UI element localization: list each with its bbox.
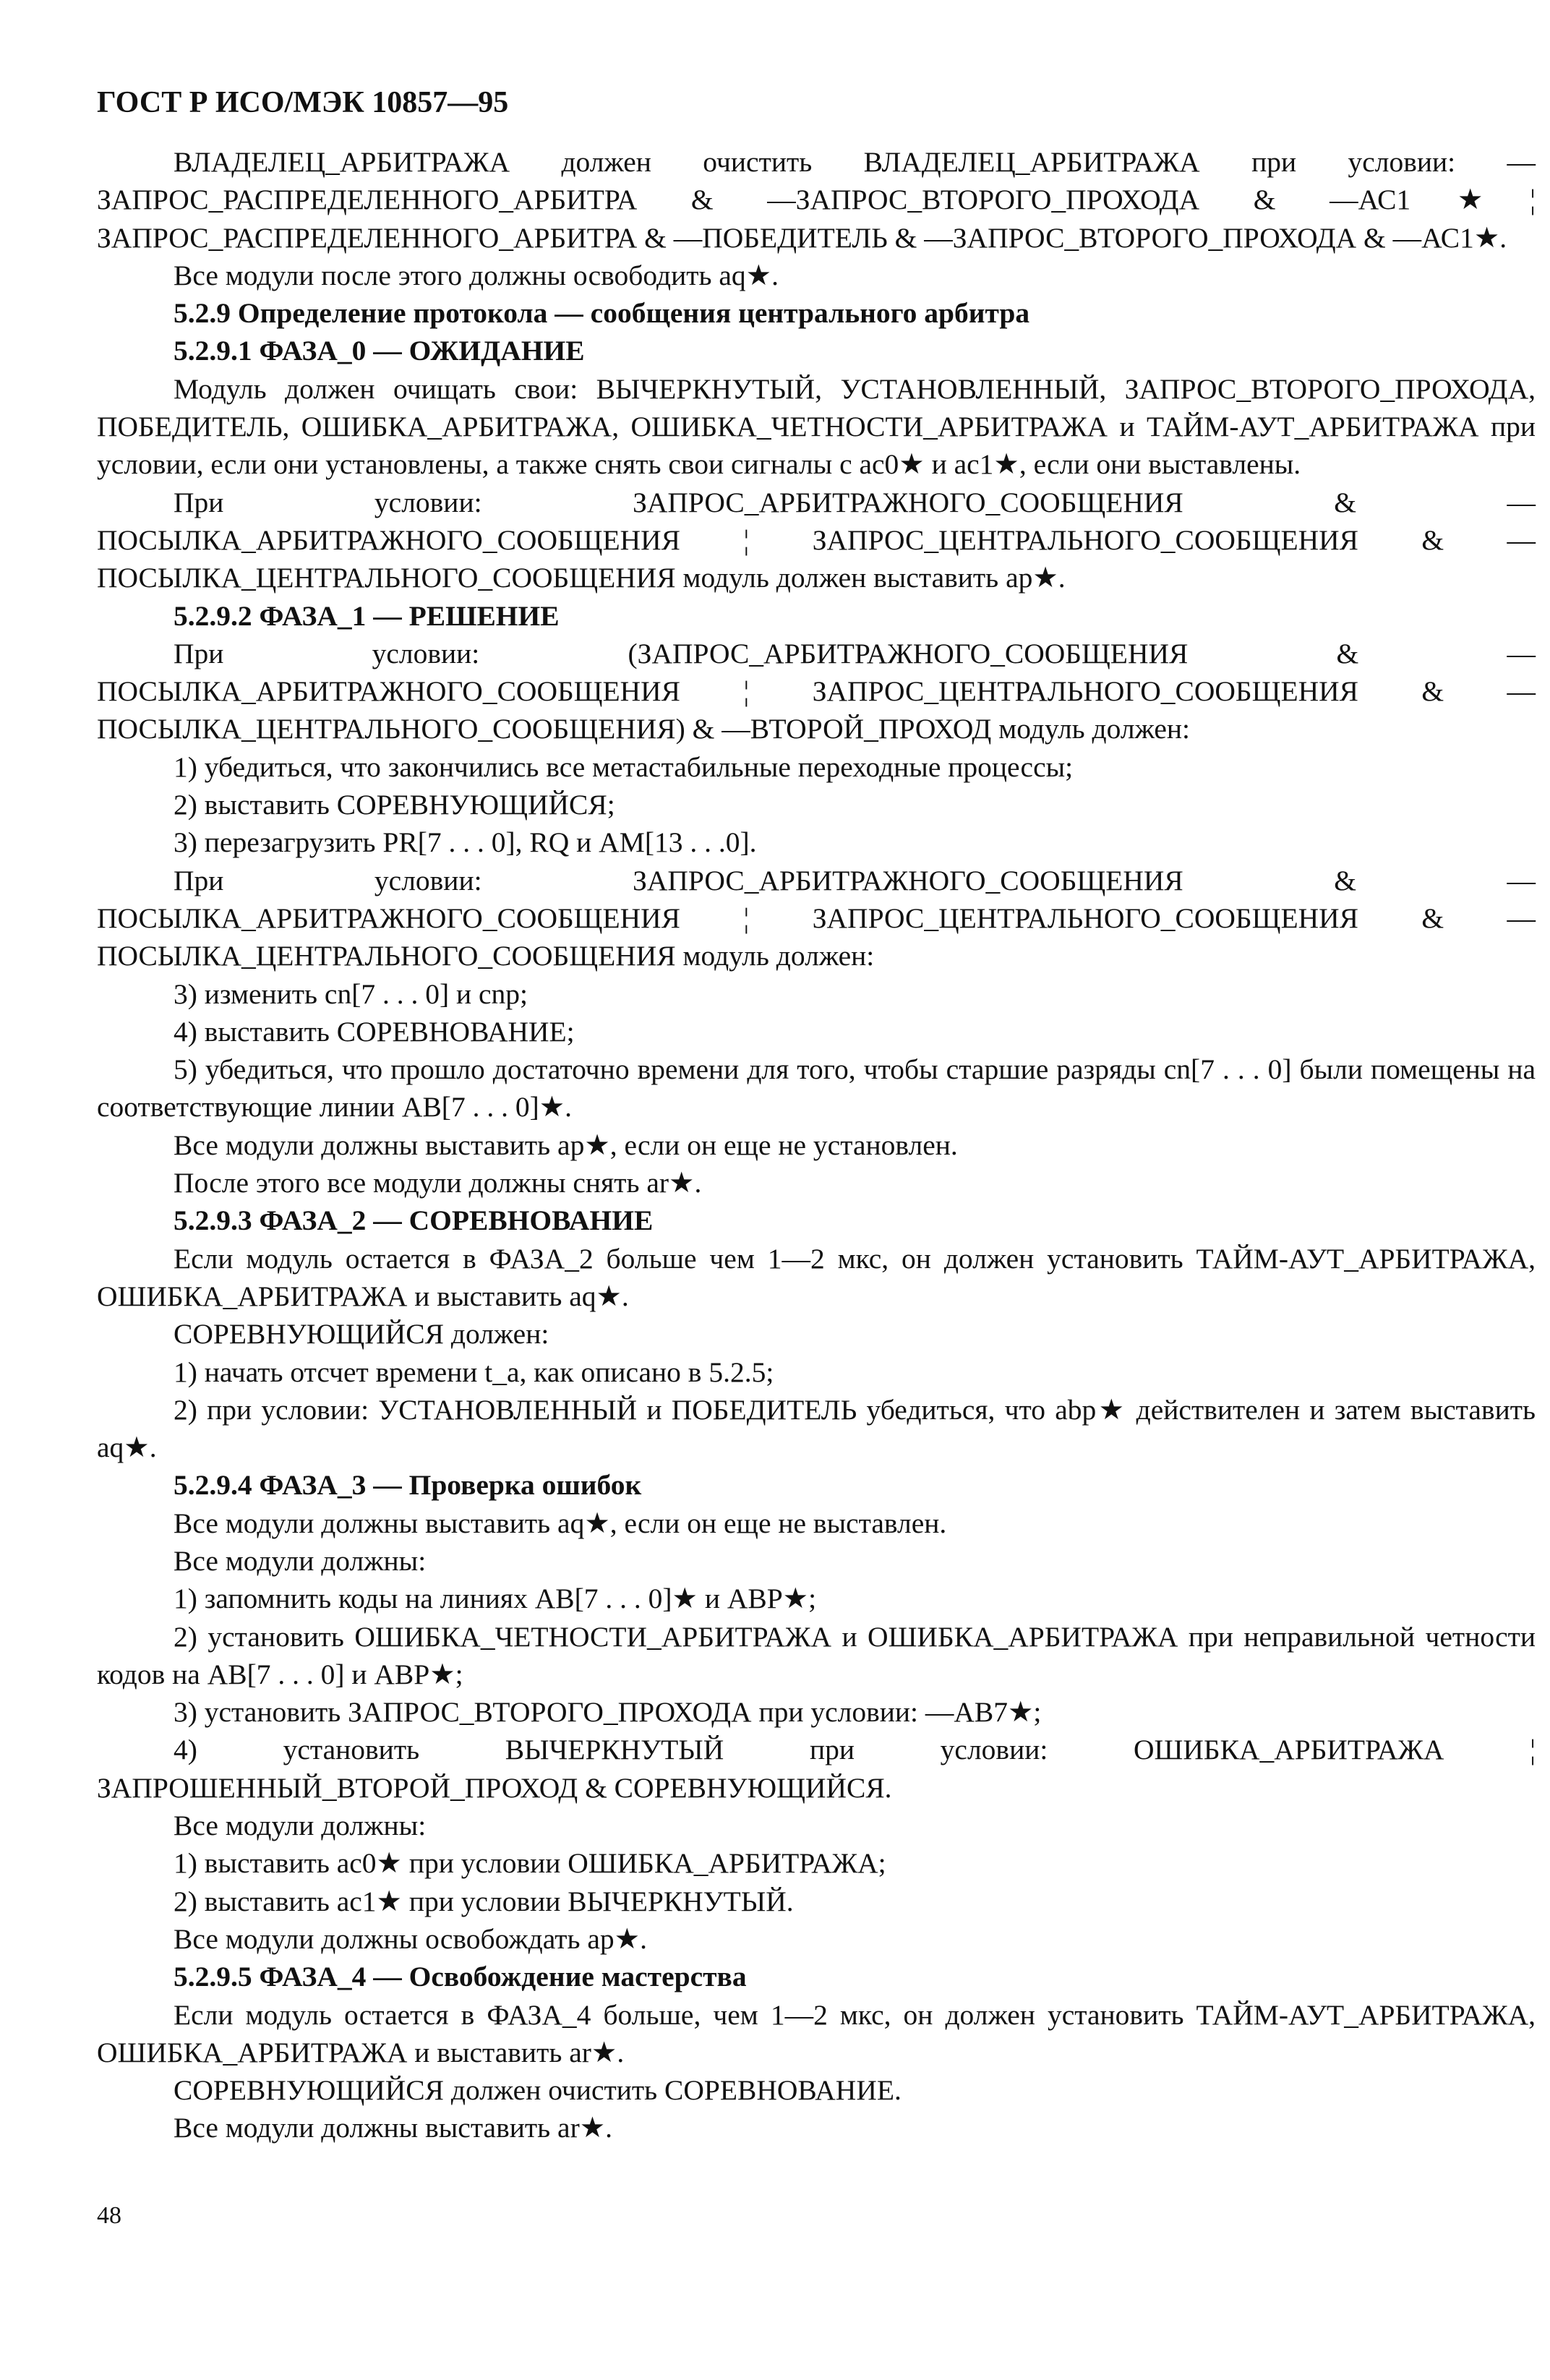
paragraph: Модуль должен очищать свои: ВЫЧЕРКНУТЫЙ, УСТАНОВЛЕННЫЙ, ЗАПРОС_ВТОРОГО_ПРОХОДА, ПОБЕДИТЕЛЬ, ОШИБКА_АРБИТРАЖА, ОШИБКА_ЧЕТНОСТИ_АРБИТРАЖА и ТАЙМ-АУТ_АРБИТРАЖА при условии, если они установлены, а также снять свои сигналы с ac0★ и ac1★, если они выставлены. [97, 372, 1536, 481]
list-item: 2) установить ОШИБКА_ЧЕТНОСТИ_АРБИТРАЖА и ОШИБКА_АРБИТРАЖА при неправильной четности кодов на AB[7 . . . 0] и ABP★; [97, 1620, 1536, 1690]
document-body [97, 143, 1536, 2147]
paragraph: При условии: (ЗАПРОС_АРБИТРАЖНОГО_СООБЩЕНИЯ & —ПОСЫЛКА_АРБИТРАЖНОГО_СООБЩЕНИЯ ¦ ЗАПРОС_ЦЕНТРАЛЬНОГО_СООБЩЕНИЯ & —ПОСЫЛКА_ЦЕНТРАЛЬНОГО_СООБЩЕНИЯ) & —ВТОРОЙ_ПРОХОД модуль должен: [97, 637, 1536, 745]
paragraph: После этого все модули должны снять ar★. [174, 1167, 702, 1199]
list-item: 4) установить ВЫЧЕРКНУТЫЙ при условии: ОШИБКА_АРБИТРАЖА ¦ ЗАПРОШЕННЫЙ_ВТОРОЙ_ПРОХОД & СОРЕВНУЮЩИЙСЯ. [97, 1734, 1536, 1804]
paragraph: При условии: ЗАПРОС_АРБИТРАЖНОГО_СООБЩЕНИЯ & —ПОСЫЛКА_АРБИТРАЖНОГО_СООБЩЕНИЯ ¦ ЗАПРОС_ЦЕНТРАЛЬНОГО_СООБЩЕНИЯ & —ПОСЫЛКА_ЦЕНТРАЛЬНОГО_СООБЩЕНИЯ модуль должен: [97, 864, 1536, 972]
list-item: 2) при условии: УСТАНОВЛЕННЫЙ и ПОБЕДИТЕЛЬ убедиться, что abp★ действителен и затем выставить aq★. [97, 1393, 1536, 1464]
paragraph: При условии: ЗАПРОС_АРБИТРАЖНОГО_СООБЩЕНИЯ & —ПОСЫЛКА_АРБИТРАЖНОГО_СООБЩЕНИЯ ¦ ЗАПРОС_ЦЕНТРАЛЬНОГО_СООБЩЕНИЯ & —ПОСЫЛКА_ЦЕНТРАЛЬНОГО_СООБЩЕНИЯ модуль должен выставить ap★. [97, 486, 1536, 594]
paragraph: Если модуль остается в ФАЗА_2 больше чем 1—2 мкс, он должен установить ТАЙМ-АУТ_АРБИТРАЖА, ОШИБКА_АРБИТРАЖА и выставить aq★. [97, 1242, 1536, 1312]
paragraph: Все модули должны выставить aq★, если он еще не выставлен. [174, 1507, 947, 1539]
list-item: 3) перезагрузить PR[7 . . . 0], RQ и AM[13 . . .0]. [174, 826, 757, 859]
paragraph: СОРЕВНУЮЩИЙСЯ должен: [174, 1318, 549, 1350]
section-heading: 5.2.9 Определение протокола — сообщения центрального арбитра [174, 297, 1030, 330]
paragraph: СОРЕВНУЮЩИЙСЯ должен очистить СОРЕВНОВАНИЕ. [174, 2074, 902, 2107]
list-item: 3) изменить cn[7 . . . 0] и cnp; [174, 977, 528, 1010]
list-item: 5) убедиться, что прошло достаточно времени для того, чтобы старшие разряды cn[7 . . . 0] были помещены на соответствующие линии AB[7 . . . 0]★. [97, 1053, 1536, 1123]
section-heading: 5.2.9.5 ФАЗА_4 — Освобождение мастерства [174, 1961, 747, 1993]
paragraph: Все модули должны выставить ar★. [174, 2112, 613, 2144]
list-item: 2) выставить ac1★ при условии ВЫЧЕРКНУТЫЙ. [174, 1885, 794, 1917]
section-heading: 5.2.9.4 ФАЗА_3 — Проверка ошибок [174, 1469, 642, 1502]
list-item: 1) запомнить коды на линиях AB[7 . . . 0]★ и ABP★; [174, 1583, 817, 1615]
paragraph: Все модули должны освобождать ap★. [174, 1922, 647, 1955]
section-heading: 5.2.9.3 ФАЗА_2 — СОРЕВНОВАНИЕ [174, 1204, 654, 1237]
paragraph: Все модули должны: [174, 1544, 427, 1577]
paragraph: Все модули должны: [174, 1810, 427, 1842]
paragraph: Если модуль остается в ФАЗА_4 больше, чем 1—2 мкс, он должен установить ТАЙМ-АУТ_АРБИТРАЖА, ОШИБКА_АРБИТРАЖА и выставить ar★. [97, 1998, 1536, 2068]
list-item: 3) установить ЗАПРОС_ВТОРОГО_ПРОХОДА при условии: —AB7★; [174, 1696, 1042, 1729]
list-item: 1) начать отсчет времени t_a, как описано в 5.2.5; [174, 1356, 774, 1388]
document-header: ГОСТ Р ИСО/МЭК 10857—95 [97, 86, 509, 119]
list-item: 1) выставить ac0★ при условии ОШИБКА_АРБИТРАЖА; [174, 1847, 886, 1880]
section-heading: 5.2.9.1 ФАЗА_0 — ОЖИДАНИЕ [174, 335, 585, 367]
paragraph: ВЛАДЕЛЕЦ_АРБИТРАЖА должен очистить ВЛАДЕЛЕЦ_АРБИТРАЖА при условии: —ЗАПРОС_РАСПРЕДЕЛЕННОГО_АРБИТРА & —ЗАПРОС_ВТОРОГО_ПРОХОДА & —АС1★¦ ЗАПРОС_РАСПРЕДЕЛЕННОГО_АРБИТРА & —ПОБЕДИТЕЛЬ & —ЗАПРОС_ВТОРОГО_ПРОХОДА & —АС1★. [97, 146, 1536, 254]
section-heading: 5.2.9.2 ФАЗА_1 — РЕШЕНИЕ [174, 599, 560, 632]
list-item: 1) убедиться, что закончились все метастабильные переходные процессы; [174, 750, 1074, 783]
list-item: 2) выставить СОРЕВНУЮЩИЙСЯ; [174, 789, 615, 821]
page-number: 48 [97, 2202, 121, 2229]
paragraph: Все модули должны выставить ap★, если он еще не установлен. [174, 1129, 958, 1161]
paragraph: Все модули после этого должны освободить aq★. [174, 259, 779, 291]
list-item: 4) выставить СОРЕВНОВАНИЕ; [174, 1015, 575, 1048]
